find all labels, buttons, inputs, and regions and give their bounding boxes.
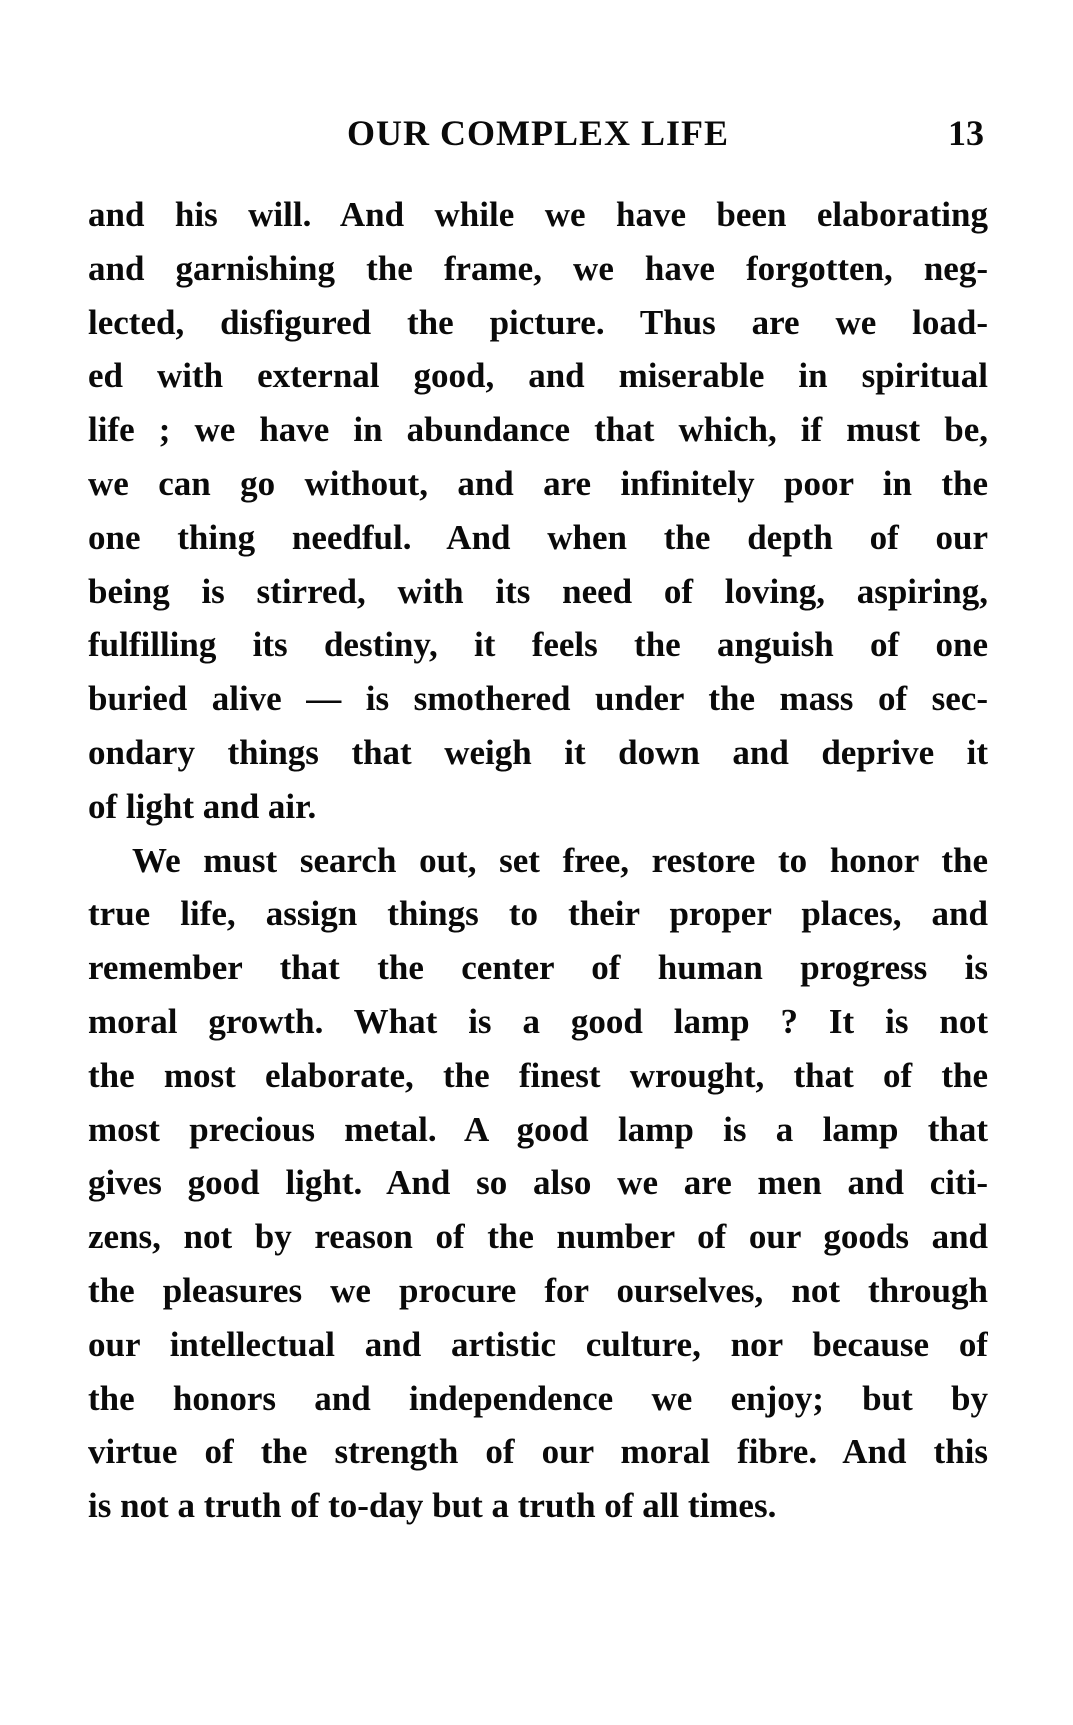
text-line: true life, assign things to their proper places, and: [88, 894, 988, 934]
text-line: virtue of the strength of our moral fibre. And this: [88, 1432, 988, 1472]
text-line: buried alive — is smothered under the mass of sec-: [88, 679, 988, 719]
text-line: is not a truth of to-day but a truth of all times.: [88, 1486, 777, 1526]
text-line: ondary things that weigh it down and deprive it: [88, 732, 988, 772]
text-line: the honors and independence we enjoy; but by: [88, 1378, 988, 1418]
text-line: most precious metal. A good lamp is a lamp that: [88, 1109, 988, 1149]
text-line: gives good light. And so also we are men and citi-: [88, 1163, 988, 1203]
text-line: the pleasures we procure for ourselves, not through: [88, 1270, 988, 1310]
page-body: [88, 188, 988, 1533]
page-header: [88, 112, 988, 156]
text-line: ed with external good, and miserable in spiritual: [88, 356, 988, 396]
text-line: and his will. And while we have been elaborating: [88, 195, 988, 234]
text-line: and garnishing the frame, we have forgotten, neg-: [88, 248, 988, 288]
paragraph: [88, 834, 988, 1533]
text-line: our intellectual and artistic culture, nor because of: [88, 1324, 988, 1364]
text-line: lected, disfigured the picture. Thus are we load-: [88, 302, 988, 342]
text-line: one thing needful. And when the depth of our: [88, 517, 988, 557]
text-line: of light and air.: [88, 786, 317, 826]
text-line: remember that the center of human progress is: [88, 948, 988, 988]
text-line: being is stirred, with its need of loving, aspiring,: [88, 571, 988, 611]
text-line: moral growth. What is a good lamp ? It is not: [88, 1001, 988, 1041]
text-line: zens, not by reason of the number of our goods and: [88, 1217, 988, 1257]
text-line: We must search out, set free, restore to honor the: [132, 840, 988, 880]
page-number: 13: [948, 113, 984, 153]
text-line: life ; we have in abundance that which, if must be,: [88, 410, 988, 450]
text-line: we can go without, and are infinitely poor in the: [88, 463, 988, 503]
running-title: OUR COMPLEX LIFE: [346, 113, 729, 153]
text-line: the most elaborate, the finest wrought, that of the: [88, 1055, 988, 1095]
text-line: fulfilling its destiny, it feels the anguish of one: [88, 625, 988, 665]
paragraph: [88, 188, 988, 834]
